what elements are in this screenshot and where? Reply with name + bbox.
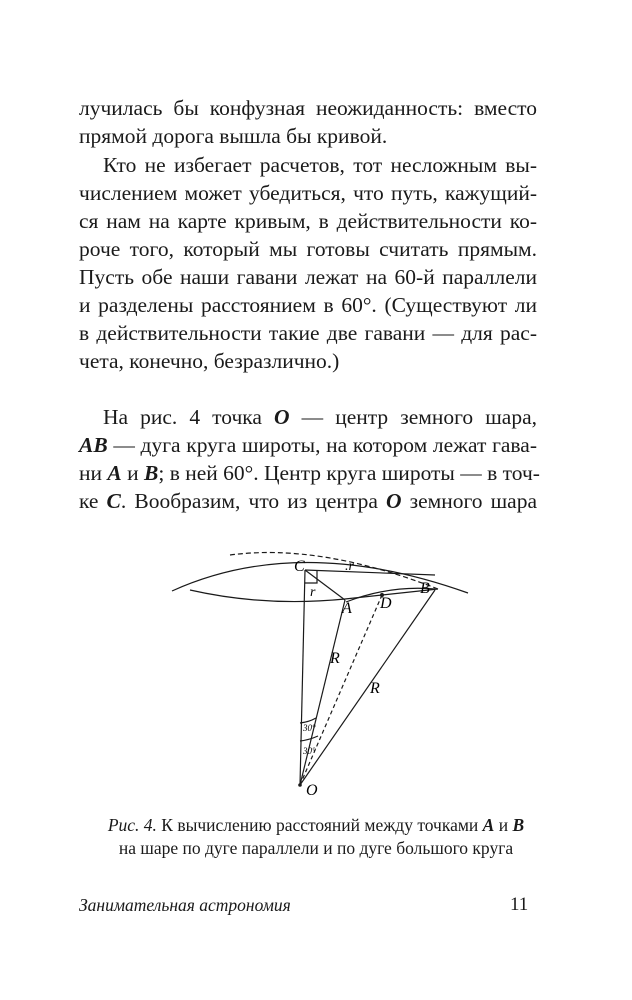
text-line: ся нам на карте кривым, в действительности ко- xyxy=(79,209,537,233)
radius-ob xyxy=(300,590,435,785)
figure-4-diagram xyxy=(170,545,470,800)
text-line: ке C. Вообразим, что из центра O земного шара xyxy=(79,489,538,513)
label-r-big-left: R xyxy=(330,650,340,667)
text-line: прямой дорога вышла бы кривой. xyxy=(79,124,388,148)
angle-arc-lower xyxy=(300,736,318,741)
text-line: и разделены расстоянием в 60°. (Существуют ли xyxy=(79,293,537,317)
radius-oa xyxy=(300,600,345,785)
running-footer-title: Занимательная астрономия xyxy=(79,895,291,915)
radius-cb xyxy=(305,570,435,575)
label-b: B xyxy=(420,580,430,597)
label-angle-1: 30° xyxy=(303,723,316,733)
label-r-left: r xyxy=(310,585,316,600)
label-o: O xyxy=(306,782,318,799)
text-line: На рис. 4 точка O — центр земного шара, xyxy=(103,405,537,429)
text-line: AB — дуга круга широты, на котором лежат гава- xyxy=(79,433,537,457)
text-line: Кто не избегает расчетов, тот несложным вы- xyxy=(103,153,537,177)
text-line: роче того, который мы готовы считать прямым. xyxy=(79,237,537,261)
text-line: лучилась бы конфузная неожиданность: вместо xyxy=(79,96,537,120)
text-line: числением может убедиться, что путь, кажущий- xyxy=(79,181,537,205)
point-o xyxy=(298,783,302,787)
label-r-big-right: R xyxy=(370,680,380,697)
label-r-top: .r xyxy=(345,559,354,574)
label-d: D xyxy=(380,595,392,612)
text-line: Пусть обе наши гавани лежат на 60-й параллели xyxy=(79,265,537,289)
label-c: C xyxy=(294,558,305,575)
text-line: чета, конечно, безразлично.) xyxy=(79,349,340,373)
label-a: A xyxy=(342,600,352,617)
figure-caption-line-2: на шаре по дуге параллели и по дуге большого круга xyxy=(118,838,514,858)
text-line: ни A и B; в ней 60°. Центр круга широты — в точ- xyxy=(79,461,540,485)
label-angle-2: 30° xyxy=(303,746,316,756)
figure-caption: Рис. 4. К вычислению расстояний между точками A и B xyxy=(107,815,525,835)
text-line: в действительности такие две гавани — для рас- xyxy=(79,321,537,345)
page-number: 11 xyxy=(510,894,529,915)
